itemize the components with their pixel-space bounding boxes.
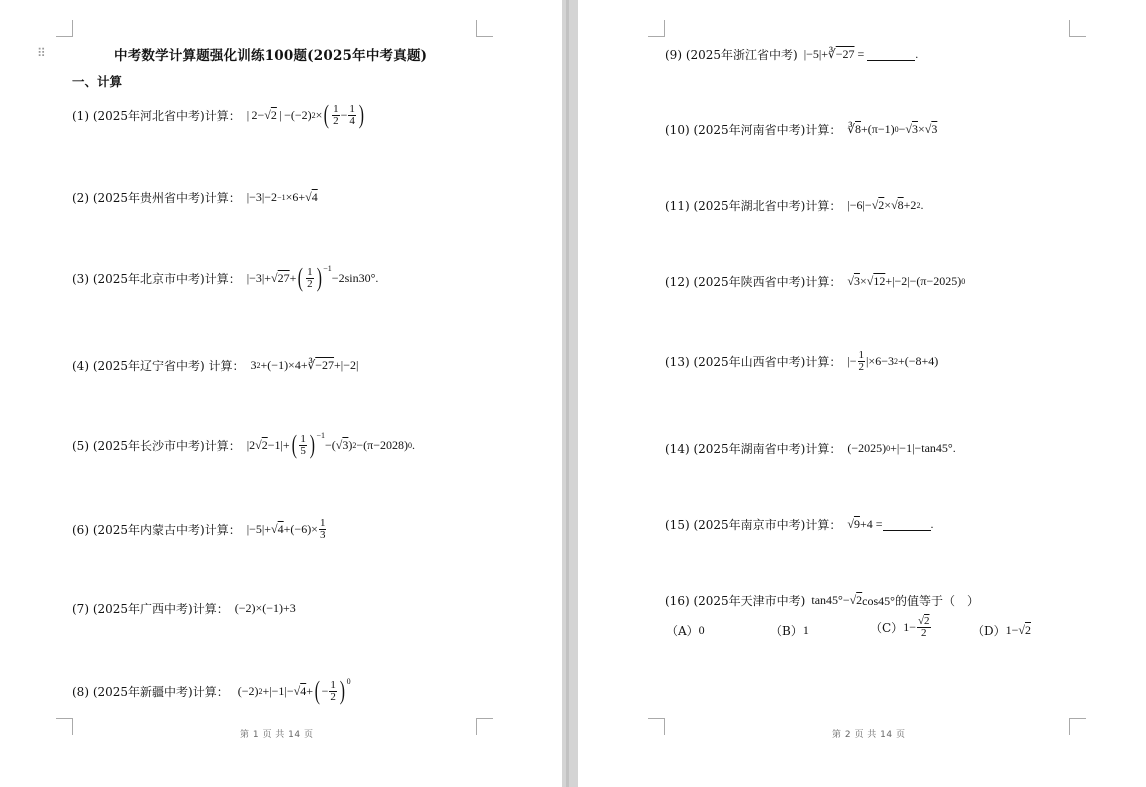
drag-handle-icon[interactable]: ⠿ (37, 46, 46, 60)
question-13 (665, 350, 938, 373)
question-expression: |2√ 2 −1|+ ( $\frac{1}{5}$ ) $^{-1}$ −(√ 3 ) 2 −(π−2028) 0 . (246, 430, 415, 459)
option-c[interactable] (870, 616, 932, 639)
question-14 (665, 440, 956, 457)
question-expression: | 2−√ 2 | −(−2) 2 × ( $\frac{1}{2}$ − $\frac{1}{4}$ ) (246, 100, 364, 129)
question-8 (72, 678, 351, 704)
crop-mark (648, 718, 665, 735)
question-label: (14) (2025年湖南省中考)计算： (665, 442, 842, 456)
option-letter: （C） (870, 621, 904, 635)
question-9 (665, 46, 918, 63)
question-expression: |−3|−2 −1 ×6+√ 4 (246, 190, 318, 204)
question-expression: |−5|+∛ −27 = . (803, 47, 919, 61)
page-footer-2: 第 2 页 共 14 页 (832, 730, 906, 740)
option-value: 1−√ 2 (1005, 623, 1031, 637)
option-letter: （A） (666, 624, 699, 638)
question-expression: |− $\frac{1}{2}$ |×6−3 2 +(−8+4) (847, 349, 939, 373)
question-expression: |−5|+√ 4 +(−6)× $\frac{1}{3}$ (246, 517, 326, 541)
question-label: (16) (2025年天津市中考) (665, 594, 806, 608)
option-letter: （B） (770, 624, 803, 638)
question-label: (9) (2025年浙江省中考) (665, 48, 798, 62)
question-expression: |−3|+√ 27 + ( $\frac{1}{2}$ ) $^{-1}$ −2sin30°. (246, 263, 379, 292)
question-10 (665, 121, 937, 138)
question-label: (1) (2025年河北省中考)计算： (72, 108, 241, 123)
question-16 (665, 592, 979, 609)
question-expression: |−6|−√ 2 ×√ 8 +2 2 . (847, 198, 924, 212)
question-label: (15) (2025年南京市中考)计算： (665, 518, 842, 532)
option-a[interactable] (666, 622, 705, 639)
question-expression: √ 3 ×√ 12 +|−2|−(π−2025) 0 (847, 274, 966, 288)
question-2 (72, 189, 318, 206)
question-6 (72, 518, 327, 541)
question-label: (8) (2025年新疆中考)计算： (72, 684, 229, 699)
page-footer-1: 第 1 页 共 14 页 (240, 730, 314, 740)
crop-mark (1069, 20, 1086, 37)
crop-mark (56, 718, 73, 735)
question-expression: ∛ 8 +(π−1) 0 −√ 3 ×√ 3 (847, 122, 938, 136)
question-15 (665, 516, 934, 533)
crop-mark (476, 20, 493, 37)
question-label: (12) (2025年陕西省中考)计算： (665, 275, 842, 289)
question-expression: (−2025) 0 +|−1|−tan45°. (847, 441, 956, 455)
question-label: (6) (2025年内蒙古中考)计算： (72, 523, 241, 537)
question-11 (665, 197, 923, 214)
section-heading: 一、计算 (72, 74, 123, 89)
question-label: (4) (2025年辽宁省中考) 计算： (72, 359, 245, 373)
question-label: (3) (2025年北京市中考)计算： (72, 271, 241, 286)
document-page-2 (578, 0, 1146, 787)
question-label: (13) (2025年山西省中考)计算： (665, 355, 842, 369)
question-3 (72, 265, 378, 291)
option-b[interactable] (770, 622, 809, 639)
option-letter: （D） (972, 624, 1006, 638)
document-title: 中考数学计算题强化训练100题(2025年中考真题) (114, 48, 428, 64)
question-expression: √ 9 +4 = . (847, 517, 934, 531)
question-label: (5) (2025年长沙市中考)计算： (72, 438, 241, 453)
question-expression: tan45°−√ 2 cos45°的值等于（ ） (811, 593, 979, 608)
option-value: 1− $\frac{√2}{2}$ (903, 615, 930, 639)
question-7 (72, 600, 296, 617)
crop-mark (56, 20, 73, 37)
question-12 (665, 273, 965, 290)
page-gutter (562, 0, 578, 787)
question-5 (72, 432, 415, 458)
question-label: (2) (2025年贵州省中考)计算： (72, 191, 241, 205)
question-expression: (−2)×(−1)+3 (234, 601, 296, 615)
question-label: (11) (2025年湖北省中考)计算： (665, 199, 842, 213)
question-expression: (−2) 2 +|−1|−√ 4 + ( − $\frac{1}{2}$ ) $^0$ (234, 676, 351, 705)
crop-mark (1069, 718, 1086, 735)
crop-mark (476, 718, 493, 735)
question-1 (72, 102, 366, 128)
question-label: (10) (2025年河南省中考)计算： (665, 123, 842, 137)
question-expression: 3 2 +(−1)×4+∛ −27 +|−2| (250, 358, 359, 372)
option-d[interactable] (972, 622, 1031, 639)
option-value: 1 (802, 623, 809, 637)
question-4 (72, 357, 358, 374)
option-value: 0 (698, 623, 705, 637)
question-label: (7) (2025年广西中考)计算： (72, 602, 229, 616)
crop-mark (648, 20, 665, 37)
page-divider (566, 0, 569, 787)
